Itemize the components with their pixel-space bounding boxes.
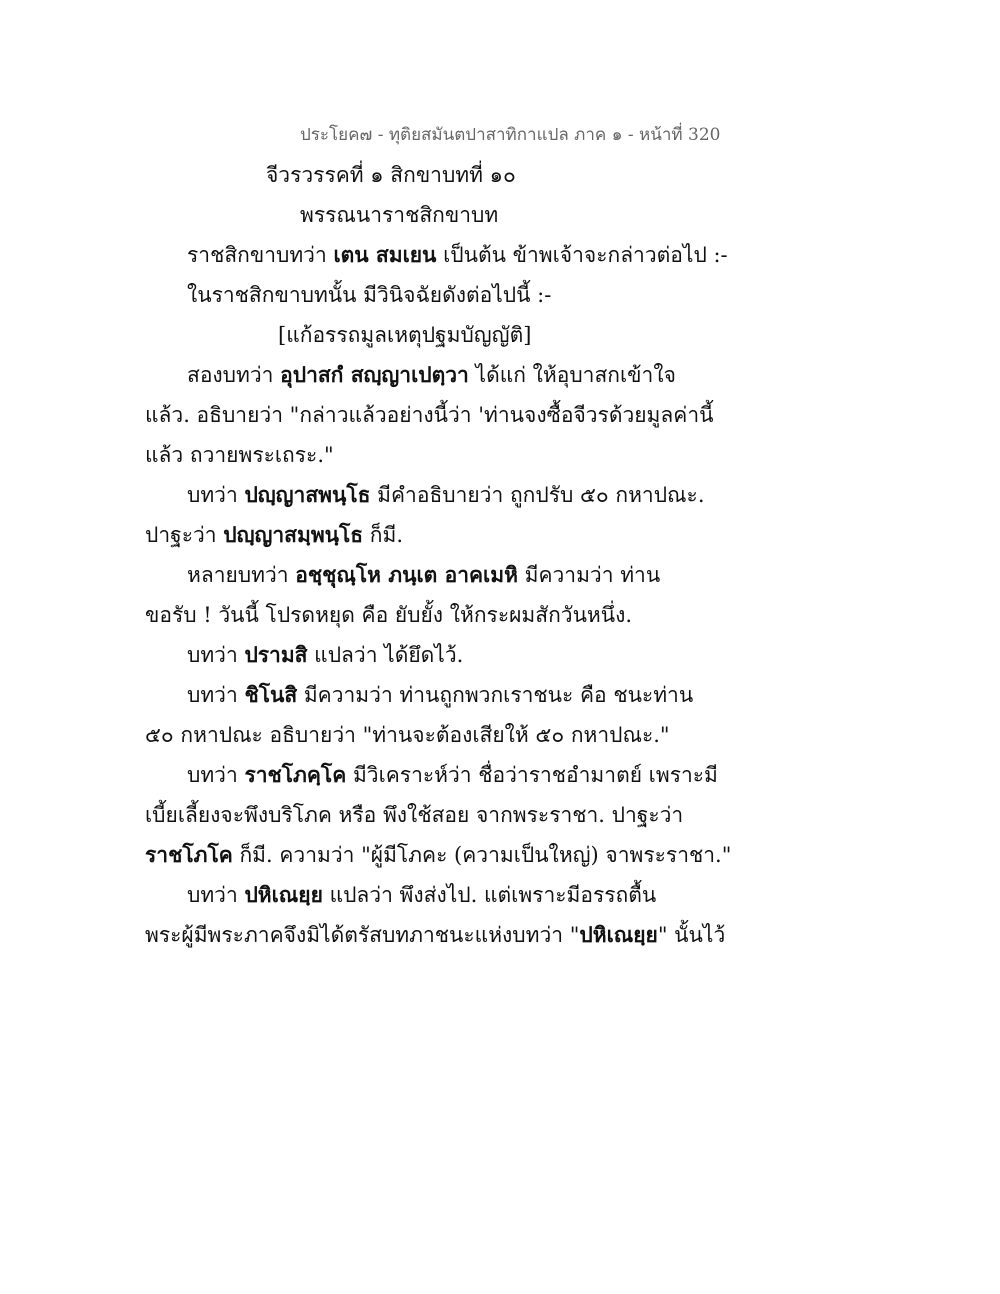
text: บทว่า — [187, 643, 245, 667]
text: ราชสิกขาบทว่า — [187, 243, 334, 267]
paragraph-line — [187, 880, 656, 910]
pali-term: ปญฺญาสมฺพนฺโธ — [223, 522, 364, 547]
text: มีความว่า ท่านถูกพวกเราชนะ คือ ชนะท่าน — [297, 683, 694, 707]
text: " นั้นไว้ — [657, 923, 726, 947]
text: บทว่า — [187, 763, 245, 787]
pali-term: อชฺชุณฺโห ภนฺเต อาคเมหิ — [295, 562, 518, 587]
text: บทว่า — [187, 883, 245, 907]
paragraph-line: แล้ว ถวายพระเถระ." — [145, 443, 334, 467]
paragraph-line — [187, 680, 693, 710]
paragraph-line — [187, 240, 728, 270]
pali-term: ปหิเณยฺย — [579, 922, 658, 947]
pali-term: อุปาสกํ สญฺญาเปตฺวา — [280, 362, 469, 387]
text: หลายบทว่า — [187, 563, 296, 587]
text: แปลว่า พึงส่งไป. แต่เพราะมีอรรถตื้น — [322, 883, 657, 907]
text: เป็นต้น ข้าพเจ้าจะกล่าวต่อไป :- — [436, 243, 728, 267]
text: ก็มี. ความว่า "ผู้มีโภคะ (ความเป็นใหญ่) จาพระราชา." — [232, 843, 732, 867]
paragraph-line — [145, 840, 731, 870]
paragraph-line — [145, 520, 403, 550]
pali-term: ปหิเณยฺย — [244, 882, 323, 907]
text: ได้แก่ ให้อุบาสกเข้าใจ — [468, 363, 676, 387]
paragraph-line: ๕๐ กหาปณะ อธิบายว่า "ท่านจะต้องเสียให้ ๕๐ กหาปณะ." — [145, 723, 670, 747]
paragraph-line: แล้ว. อธิบายว่า "กล่าวแล้วอย่างนี้ว่า 'ท่านจงซื้อจีวรด้วยมูลค่านี้ — [145, 403, 714, 427]
text: บทว่า — [187, 483, 245, 507]
sub-heading: [แก้อรรถมูลเหตุปฐมบัญญัติ] — [278, 323, 532, 347]
pali-term: ชิโนสิ — [244, 682, 298, 707]
paragraph-line: เบี้ยเลี้ยงจะพึงบริโภค หรือ พึงใช้สอย จากพระราชา. ปาฐะว่า — [145, 803, 684, 827]
pali-term: เตน สมเยน — [333, 242, 437, 267]
section-title: พรรณนาราชสิกขาบท — [300, 203, 499, 227]
chapter-heading: จีวรวรรคที่ ๑ สิกขาบทที่ ๑๐ — [266, 163, 516, 187]
pali-term: ราชโภโค — [145, 842, 233, 867]
paragraph-line — [145, 920, 725, 950]
pali-term: ราชโภคฺโค — [244, 762, 347, 787]
text: มีวิเคราะห์ว่า ชื่อว่าราชอำมาตย์ เพราะมี — [346, 763, 718, 787]
paragraph-line — [187, 560, 660, 590]
pali-term: ปรามสิ — [244, 642, 308, 667]
text: พระผู้มีพระภาคจึงมิได้ตรัสบทภาชนะแห่งบทว่า " — [145, 923, 580, 947]
text: แปลว่า ได้ยึดไว้. — [307, 643, 464, 667]
text: ก็มี. — [363, 523, 404, 547]
text: ปาฐะว่า — [145, 523, 224, 547]
page-header: ประโยค๗ - ทุติยสมันตปาสาทิกาแปล ภาค ๑ - หน้าที่ 320 — [300, 125, 721, 145]
paragraph-line — [187, 760, 718, 790]
text: มีความว่า ท่าน — [517, 563, 661, 587]
pali-term: ปญฺญาสพนฺโธ — [244, 482, 371, 507]
paragraph-line — [187, 360, 676, 390]
paragraph-line: ขอรับ ! วันนี้ โปรดหยุด คือ ยับยั้ง ให้กระผมสักวันหนึ่ง. — [145, 603, 633, 627]
paragraph-line — [187, 480, 705, 510]
paragraph-line — [187, 640, 463, 670]
text: บทว่า — [187, 683, 245, 707]
paragraph-line: ในราชสิกขาบทนั้น มีวินิจฉัยดังต่อไปนี้ :- — [187, 283, 552, 307]
text: สองบทว่า — [187, 363, 281, 387]
text: มีคำอธิบายว่า ถูกปรับ ๕๐ กหาปณะ. — [370, 483, 705, 507]
